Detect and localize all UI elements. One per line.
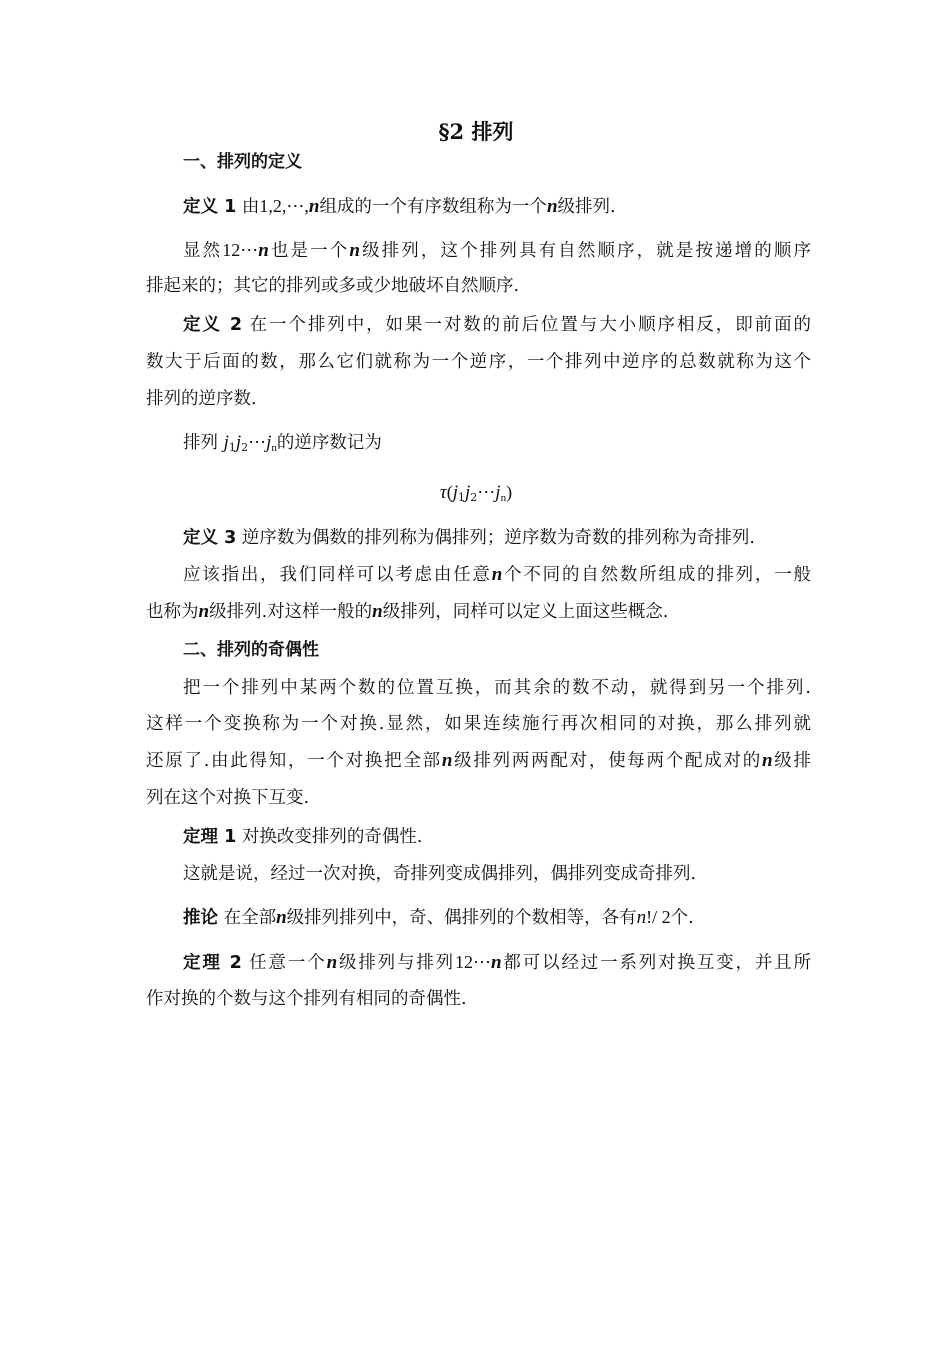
math-sequence: 12⋯ — [222, 240, 259, 260]
inversion-formula: $\tau(j_1j_2\cdots j_n)$ — [439, 482, 513, 504]
definition-2-line-3: 排列的逆序数. — [146, 389, 257, 409]
math-n: n — [491, 952, 502, 973]
paragraph-text: 级排列，这个排列具有自然顺序，就是按递增的顺序 — [359, 241, 812, 261]
page-title: §2 排列 — [438, 119, 514, 144]
definition-3-text: 逆序数为偶数的排列称为偶排列；逆序数为奇数的排列称为奇排列. — [241, 528, 755, 548]
paragraph-text: 显然 — [183, 241, 223, 261]
math-n: n — [326, 952, 338, 973]
paragraph-text: 级排 — [772, 751, 812, 771]
corollary-label: 推论 — [183, 908, 218, 928]
paragraph-1-line-2: 排起来的；其它的排列或多或少地破坏自然顺序. — [146, 276, 520, 296]
paragraph-2-line-1 — [183, 563, 811, 587]
math-subscript: n — [500, 492, 507, 504]
math-subscript: 1 — [458, 491, 466, 504]
definition-1-sequence: 1,2,⋯, — [259, 196, 309, 216]
math-n: n — [491, 564, 503, 585]
theorem-2-line-2: 作对换的个数与这个排列有相同的奇偶性. — [146, 989, 467, 1009]
definition-1 — [183, 194, 811, 219]
paragraph-1-line-1 — [183, 238, 811, 263]
math-subscript: 2 — [470, 491, 478, 504]
definition-3-label: 定义 3 — [183, 528, 237, 548]
definition-2-line-2: 数大于后面的数，那么它们就称为一个逆序，一个排列中逆序的总数就称为这个 — [146, 352, 811, 372]
corollary — [183, 905, 811, 930]
theorem-2-text: 都可以经过一系列对换互变，并且所 — [501, 953, 812, 973]
math-n: n — [276, 907, 287, 928]
paragraph-3-line-1: 把一个排列中某两个数的位置互换，而其余的数不动，就得到另一个排列. — [183, 678, 811, 698]
theorem-2-label: 定理 2 — [183, 953, 242, 973]
math-n: n — [546, 196, 558, 217]
paragraph-text: 级排列，同样可以定义上面这些概念. — [382, 602, 669, 622]
math-fraction: !/ 2 — [646, 907, 671, 927]
math-n: n — [258, 240, 269, 261]
math-n: n — [761, 750, 773, 771]
theorem-2-text: 级排列与排列 — [337, 953, 456, 973]
corollary-text: 级排列排列中，奇、偶排列的个数相等，各有 — [286, 908, 637, 928]
math-n: n — [636, 907, 647, 928]
paragraph-text: 应该指出，我们同样可以考虑由任意 — [183, 565, 492, 585]
section-heading-2: 二、排列的奇偶性 — [183, 640, 319, 660]
math-j: j — [495, 482, 501, 503]
paragraph-text: 级排列.对这样一般的 — [209, 602, 373, 622]
math-n: n — [349, 240, 360, 261]
math-dots: ⋯ — [477, 482, 496, 502]
corollary-text: 在全部 — [223, 908, 277, 928]
paragraph-3-line-2: 这样一个变换称为一个对换.显然，如果连续施行再次相同的对换，那么排列就 — [146, 714, 811, 734]
math-n: n — [372, 601, 383, 622]
definition-1-text: 组成的一个有序数组称为一个 — [319, 197, 547, 217]
math-j: j — [465, 482, 471, 503]
definition-2-line-1 — [183, 313, 811, 337]
math-tau: τ — [439, 482, 447, 503]
theorem-1-text: 对换改变排列的奇偶性. — [241, 827, 423, 847]
math-n: n — [198, 601, 210, 622]
math-j: j — [223, 432, 229, 453]
math-sequence: 12⋯ — [455, 952, 492, 972]
paragraph-text: 级排列两两配对，使每两个配成对的 — [452, 751, 762, 771]
definition-3 — [183, 526, 811, 550]
theorem-2-line-1 — [183, 950, 811, 975]
definition-1-label: 定义 1 — [183, 197, 237, 217]
math-n: n — [308, 196, 320, 217]
paragraph-2-line-2 — [146, 600, 811, 624]
math-j: j — [452, 482, 459, 503]
math-subscript: 1 — [228, 441, 236, 454]
theorem-2-text: 任意一个 — [249, 953, 327, 973]
paragraph-text: 也是一个 — [268, 241, 350, 261]
definition-1-text: 由 — [241, 197, 260, 217]
math-subscript: n — [271, 442, 277, 454]
notation-line — [183, 430, 811, 460]
math-n: n — [441, 750, 453, 771]
math-dots: ⋯ — [248, 432, 267, 452]
math-subscript: 2 — [241, 441, 249, 454]
notation-text: 排列 — [183, 433, 218, 453]
paragraph-3-line-4: 列在这个对换下互变. — [146, 788, 310, 808]
paragraph-text: 还原了.由此得知，一个对换把全部 — [146, 751, 442, 771]
paragraph-4: 这就是说，经过一次对换，奇排列变成偶排列，偶排列变成奇排列. — [183, 864, 697, 884]
corollary-text: 个. — [670, 908, 694, 928]
definition-2-text: 在一个排列中，如果一对数的前后位置与大小顺序相反，即前面的 — [249, 315, 811, 335]
math-j: j — [266, 432, 272, 453]
definition-2-label: 定义 2 — [183, 315, 243, 335]
definition-1-text: 级排列. — [557, 197, 616, 217]
paragraph-text: 个不同的自然数所组成的排列，一般 — [502, 565, 812, 585]
theorem-1 — [183, 825, 811, 849]
notation-text: 的逆序数记为 — [276, 433, 382, 453]
paragraph-3-line-3 — [146, 749, 811, 773]
math-j: j — [235, 432, 242, 453]
paragraph-text: 也称为 — [146, 602, 199, 622]
section-heading-1: 一、排列的定义 — [183, 152, 302, 172]
theorem-1-label: 定理 1 — [183, 827, 237, 847]
